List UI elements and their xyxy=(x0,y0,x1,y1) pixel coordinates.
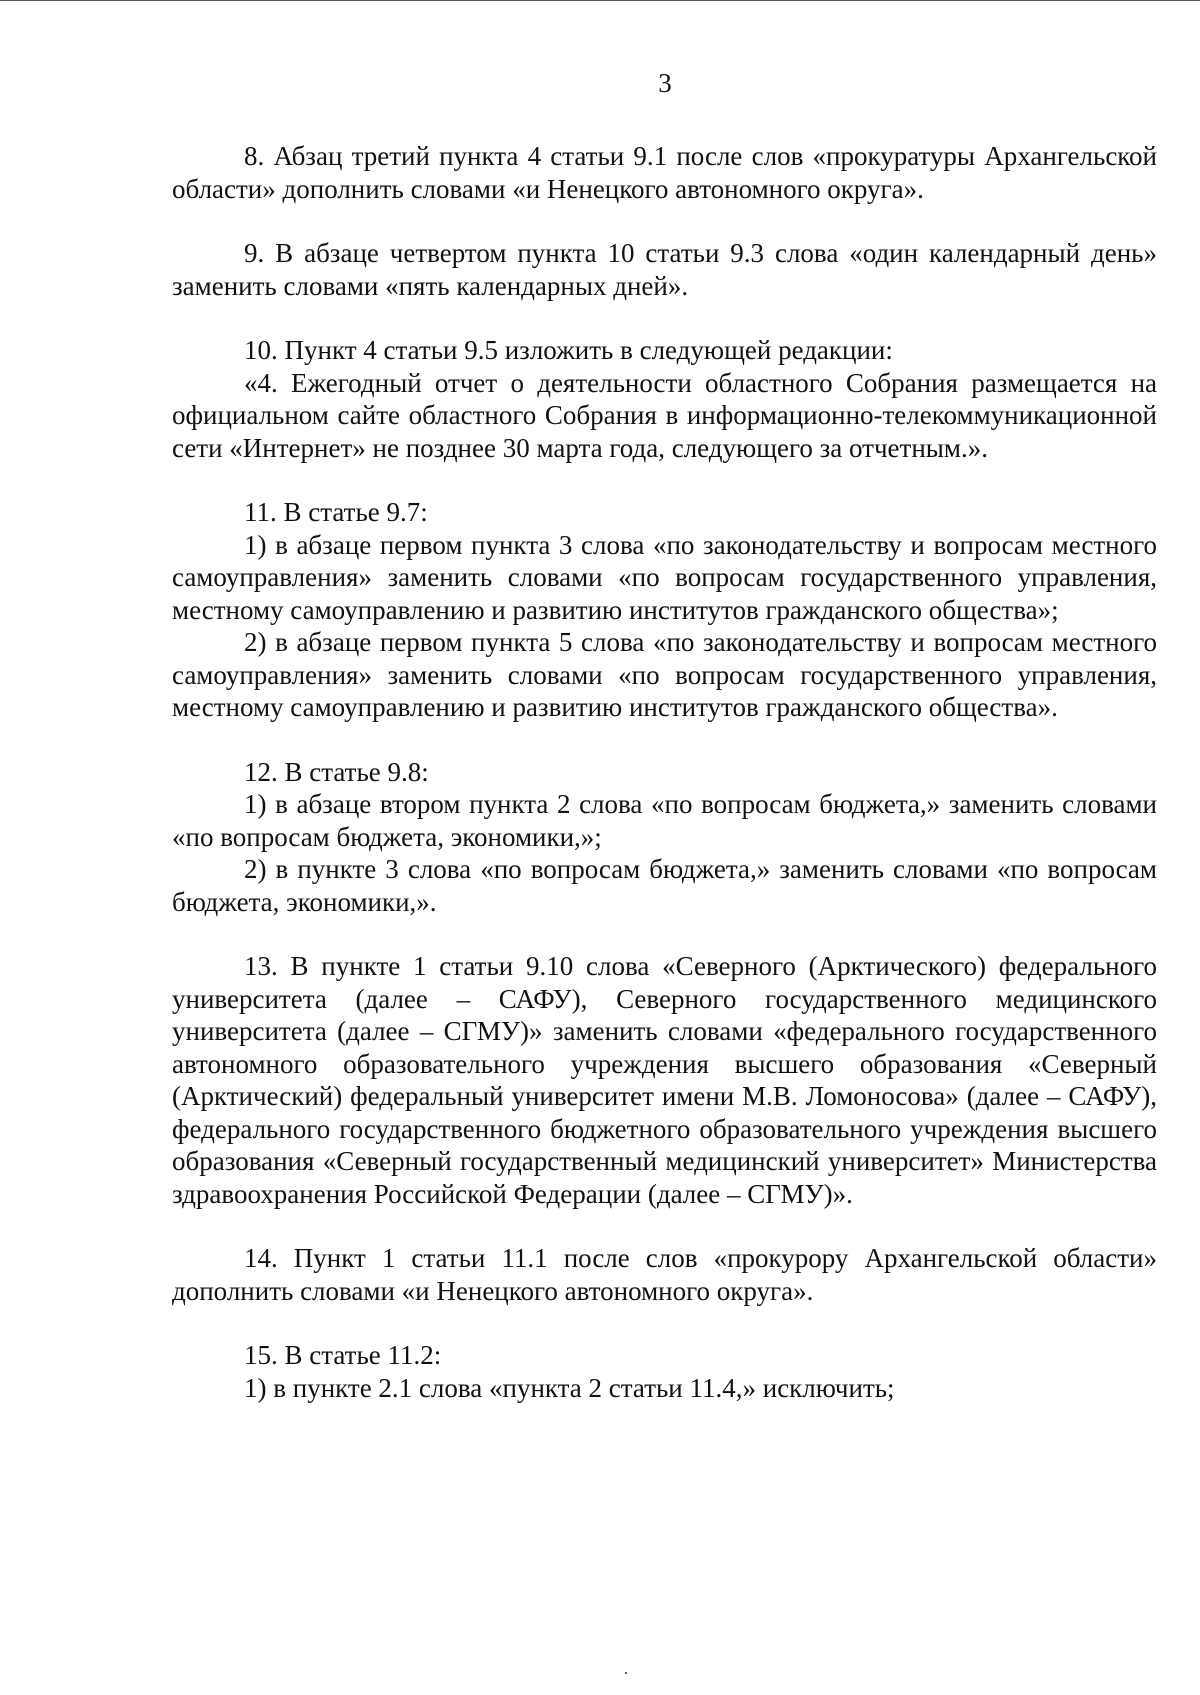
paragraph-11-item-1: 1) в абзаце первом пункта 3 слова «по законодательству и вопросам местного самоуправления» заменить словами «по вопросам государственного управления, местному самоуправлению и развитию институтов гражданского общества»; xyxy=(172,529,1157,625)
paragraph-13: 13. В пункте 1 статьи 9.10 слова «Северного (Арктического) федерального университета (далее – САФУ), Северного государственного медицинского университета (далее – СГМУ)» заменить словами «федерального государственного автономного образовательного учреждения высшего образования «Северный (Арктический) федеральный университет имени М.В. Ломоносова» (далее – САФУ), федерального государственного бюджетного образовательного учреждения высшего образования «Северный государственный медицинский университет» Министерства здравоохранения Российской Федерации (далее – СГМУ)». xyxy=(172,951,1157,1209)
amendment-15 xyxy=(172,1339,1157,1404)
document-body xyxy=(172,140,1157,1436)
amendment-9 xyxy=(172,237,1157,302)
amendment-10 xyxy=(172,334,1157,464)
scan-edge-line xyxy=(0,0,1200,1)
paragraph-14: 14. Пункт 1 статьи 11.1 после слов «прокурору Архангельской области» дополнить словами «и Ненецкого автономного округа». xyxy=(172,1243,1157,1306)
paragraph-15-heading: 15. В статье 11.2: xyxy=(244,1340,442,1370)
amendment-12 xyxy=(172,756,1157,919)
scan-speck xyxy=(625,1672,627,1674)
amendment-13 xyxy=(172,950,1157,1210)
paragraph-11-heading: 11. В статье 9.7: xyxy=(244,497,428,527)
amendment-11 xyxy=(172,496,1157,724)
paragraph-15-item-1: 1) в пункте 2.1 слова «пункта 2 статьи 11.4,» исключить; xyxy=(244,1372,895,1403)
amendment-14 xyxy=(172,1242,1157,1307)
paragraph-10-body: «4. Ежегодный отчет о деятельности областного Собрания размещается на официальном сайте областного Собрания в информационно-телекоммуникационной сети «Интернет» не позднее 30 марта года, следующего за отчетным.». xyxy=(172,367,1157,463)
paragraph-12-item-1: 1) в абзаце втором пункта 2 слова «по вопросам бюджета,» заменить словами «по вопросам бюджета, экономики,»; xyxy=(172,789,1157,852)
paragraph-8: 8. Абзац третий пункта 4 статьи 9.1 после слов «прокуратуры Архангельской области» дополнить словами «и Ненецкого автономного округа». xyxy=(172,141,1157,204)
amendment-8 xyxy=(172,140,1157,205)
paragraph-10-heading: 10. Пункт 4 статьи 9.5 изложить в следующей редакции: xyxy=(244,335,893,365)
paragraph-12-heading: 12. В статье 9.8: xyxy=(244,756,429,787)
paragraph-12-item-2: 2) в пункте 3 слова «по вопросам бюджета,» заменить словами «по вопросам бюджета, экономики,». xyxy=(172,854,1157,917)
paragraph-9: 9. В абзаце четвертом пункта 10 статьи 9.3 слова «один календарный день» заменить словами «пять календарных дней». xyxy=(172,238,1157,301)
page-number: 3 xyxy=(658,68,672,98)
paragraph-11-item-2: 2) в абзаце первом пункта 5 слова «по законодательству и вопросам местного самоуправления» заменить словами «по вопросам государственного управления, местному самоуправлению и развитию институтов гражданского общества». xyxy=(172,627,1157,722)
